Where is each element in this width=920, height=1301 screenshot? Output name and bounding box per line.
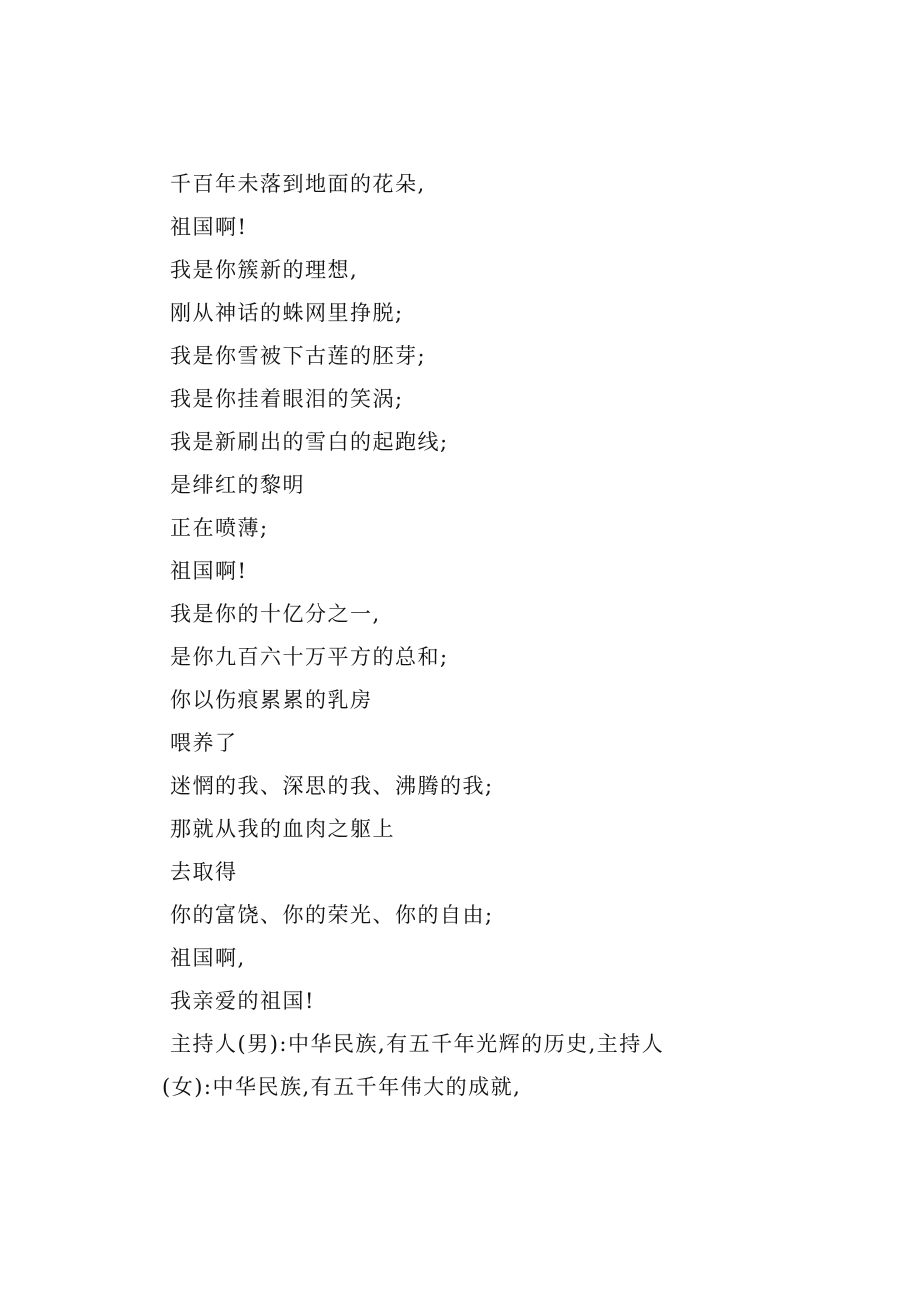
- host-dialogue-line-1: 主持人(男):中华民族,有五千年光辉的历史,主持人: [170, 1032, 665, 1056]
- poem-text-block: [162, 163, 770, 1109]
- text-line-20: 我亲爱的祖国!: [170, 989, 315, 1013]
- text-line-6: 我是你挂着眼泪的笑涡;: [170, 387, 404, 411]
- text-line-19: 祖国啊,: [170, 946, 246, 970]
- text-line-8: 是绯红的黎明: [170, 473, 305, 497]
- text-line-10: 祖国啊!: [170, 559, 248, 583]
- text-line-12: 是你九百六十万平方的总和;: [170, 645, 449, 669]
- text-line-1: 千百年未落到地面的花朵,: [170, 172, 426, 196]
- text-line-4: 刚从神话的蛛网里挣脱;: [170, 301, 404, 325]
- text-line-2: 祖国啊!: [170, 215, 248, 239]
- text-line-11: 我是你的十亿分之一,: [170, 602, 381, 626]
- text-line-14: 喂养了: [170, 731, 238, 755]
- text-line-7: 我是新刷出的雪白的起跑线;: [170, 430, 449, 454]
- text-line-9: 正在喷薄;: [170, 516, 269, 540]
- text-line-5: 我是你雪被下古莲的胚芽;: [170, 344, 427, 368]
- text-line-16: 那就从我的血肉之躯上: [170, 817, 395, 841]
- text-line-3: 我是你簇新的理想,: [170, 258, 359, 282]
- host-dialogue-line-2: (女):中华民族,有五千年伟大的成就,: [162, 1075, 522, 1099]
- text-line-13: 你以伤痕累累的乳房: [170, 688, 373, 712]
- text-line-15: 迷惘的我、深思的我、沸腾的我;: [170, 774, 494, 798]
- text-line-17: 去取得: [170, 860, 238, 884]
- text-line-18: 你的富饶、你的荣光、你的自由;: [170, 903, 494, 927]
